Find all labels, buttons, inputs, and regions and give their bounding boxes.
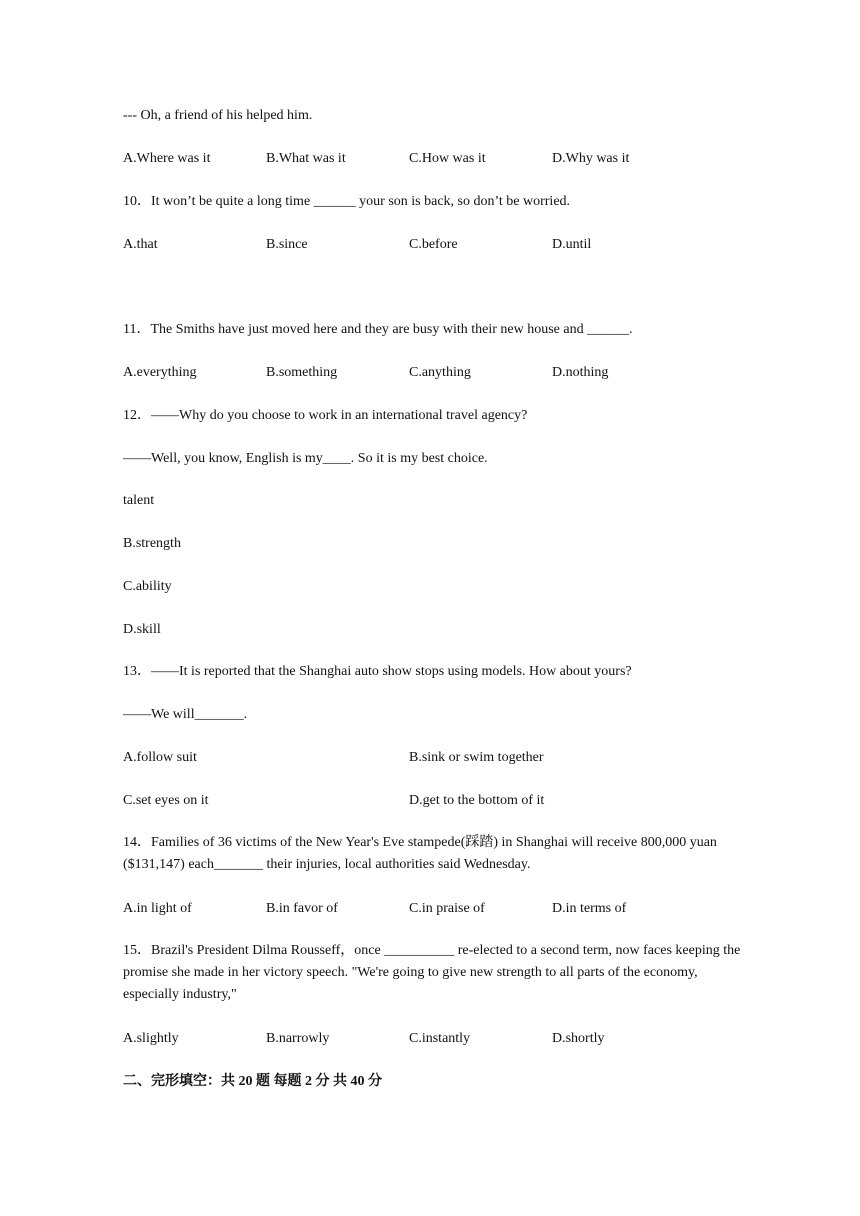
q15-option-c: C.instantly <box>409 1031 471 1046</box>
q13-option-d: D.get to the bottom of it <box>409 793 545 808</box>
q11-option-b: B.something <box>266 365 338 380</box>
question-9-answer-line: --- Oh, a friend of his helped him. <box>123 108 313 123</box>
question-12: 12．——Why do you choose to work in an international travel agency? <box>123 408 528 423</box>
question-10: 10．It won’t be quite a long time ______ your son is back, so don’t be worried. <box>123 194 571 209</box>
q12-option-b: B.strength <box>123 536 181 551</box>
q12-option-d: D.skill <box>123 622 161 637</box>
q10-option-d: D.until <box>552 237 592 252</box>
q14-option-d: D.in terms of <box>552 901 627 916</box>
q12-option-a: talent <box>123 493 155 508</box>
question-11: 11．The Smiths have just moved here and they are busy with their new house and ______. <box>123 322 633 337</box>
question-12-reply: ——Well, you know, English is my____. So it is my best choice. <box>123 451 488 466</box>
q13-option-a: A.follow suit <box>123 750 197 765</box>
q9-option-b: B.What was it <box>266 151 346 166</box>
question-14: 14．Families of 36 victims of the New Year's Eve stampede(踩踏) in Shanghai will receive 800,000 yuan ($131,147) each_______ their injuries, local authorities said Wednesday. <box>123 835 717 872</box>
q11-option-c: C.anything <box>409 365 471 380</box>
q12-option-c: C.ability <box>123 579 172 594</box>
q10-option-b: B.since <box>266 237 308 252</box>
q9-option-d: D.Why was it <box>552 151 630 166</box>
q15-option-b: B.narrowly <box>266 1031 330 1046</box>
q14-option-b: B.in favor of <box>266 901 338 916</box>
q11-option-a: A.everything <box>123 365 197 380</box>
q11-option-d: D.nothing <box>552 365 609 380</box>
q10-option-c: C.before <box>409 237 458 252</box>
q9-option-c: C.How was it <box>409 151 486 166</box>
question-13: 13．——It is reported that the Shanghai auto show stops using models. How about yours? <box>123 664 632 679</box>
q15-option-a: A.slightly <box>123 1031 179 1046</box>
question-13-reply: ——We will_______. <box>123 707 248 722</box>
section-heading: 二、完形填空：共 20 题 每题 2 分 共 40 分 <box>123 1074 382 1089</box>
q13-option-c: C.set eyes on it <box>123 793 209 808</box>
q13-option-b: B.sink or swim together <box>409 750 544 765</box>
q14-option-a: A.in light of <box>123 901 192 916</box>
q14-option-c: C.in praise of <box>409 901 485 916</box>
q10-option-a: A.that <box>123 237 158 252</box>
q15-option-d: D.shortly <box>552 1031 605 1046</box>
question-15: 15．Brazil's President Dilma Rousseff，once __________ re-elected to a second term, now faces keeping the promise she made in her victory speech. "We're going to give new strength to all parts of the economy, especially industry," <box>123 943 741 1002</box>
q9-option-a: A.Where was it <box>123 151 211 166</box>
